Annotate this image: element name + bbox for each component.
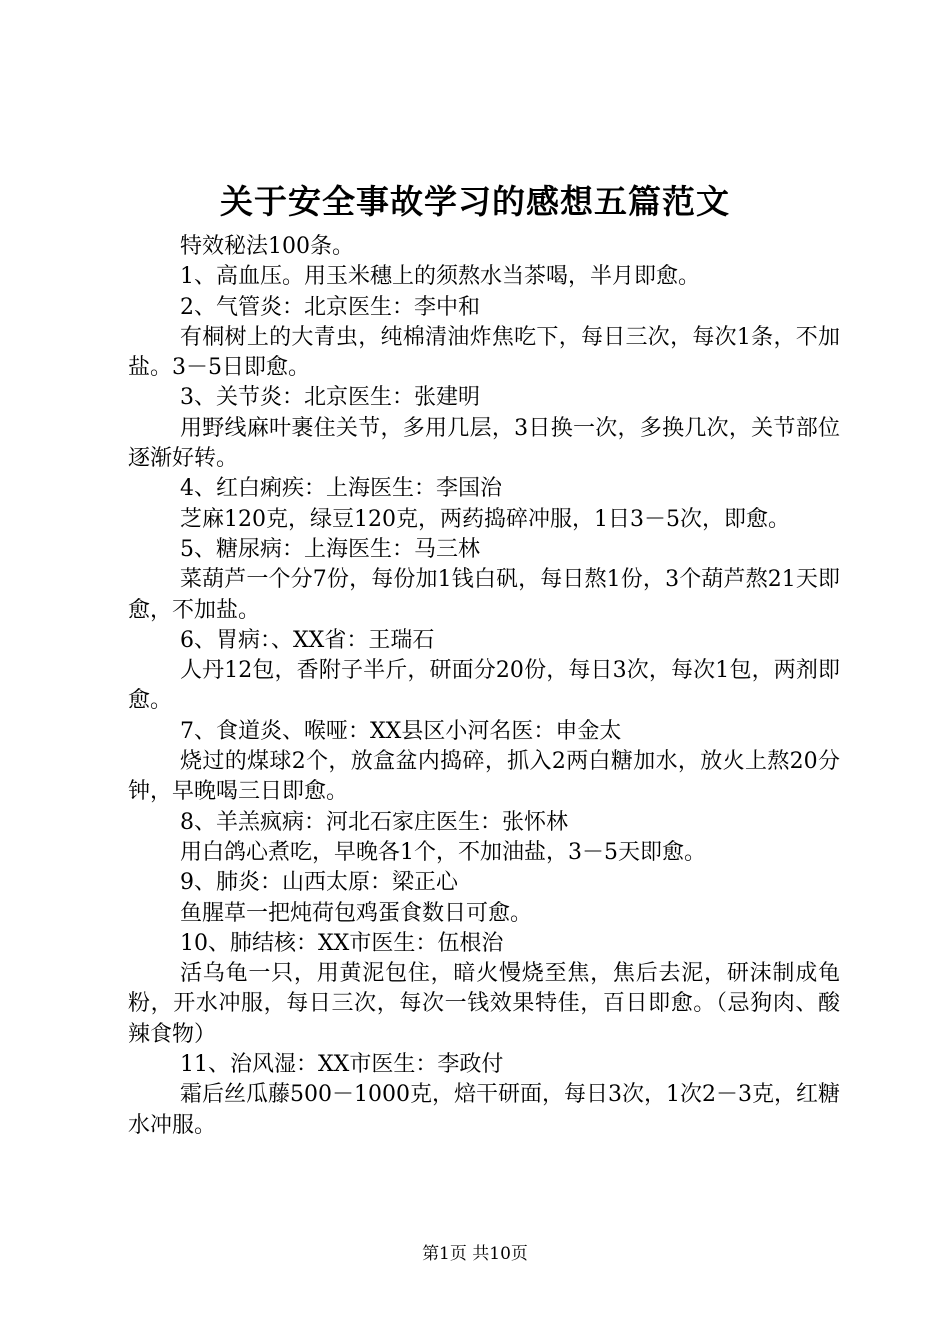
paragraph: 特效秘法100条。 — [180, 234, 354, 259]
paragraph: 烧过的煤球2个，放盒盆内捣碎，抓入2两白糖加水，放火上熬20分钟，早晚喝三日即愈。 — [128, 749, 840, 805]
paragraph: 10、肺结核：XX市医生：伍根治 — [180, 930, 504, 956]
paragraph: 3、关节炎：北京医生：张建明 — [180, 385, 480, 411]
document-body — [128, 232, 840, 1141]
paragraph: 活乌龟一只，用黄泥包住，暗火慢烧至焦，焦后去泥，研沫制成龟粉，开水冲服，每日三次，每次一钱效果特佳，百日即愈。（忌狗肉、酸辣食物） — [128, 961, 840, 1047]
paragraph: 人丹12包，香附子半斤，研面分20份，每日3次，每次1包，两剂即愈。 — [128, 658, 840, 714]
paragraph: 鱼腥草一把炖荷包鸡蛋食数日可愈。 — [180, 900, 533, 926]
paragraph: 7、食道炎、喉哑：XX县区小河名医：申金太 — [180, 718, 622, 744]
paragraph: 菜葫芦一个分7份，每份加1钱白矾，每日熬1份，3个葫芦熬21天即愈，不加盐。 — [128, 567, 840, 623]
document-title: 关于安全事故学习的感想五篇范文 — [220, 182, 730, 221]
page-number-footer: 第1页 共10页 — [422, 1244, 528, 1264]
paragraph: 霜后丝瓜藤500－1000克，焙干研面，每日3次，1次2－3克，红糖水冲服。 — [128, 1082, 840, 1138]
paragraph: 4、红白痢疾：上海医生：李国治 — [180, 476, 502, 502]
paragraph: 芝麻120克，绿豆120克，两药捣碎冲服，1日3－5次，即愈。 — [180, 506, 790, 532]
paragraph: 用野线麻叶裹住关节，多用几层，3日换一次，多换几次，关节部位逐渐好转。 — [128, 415, 840, 472]
paragraph: 11、治风湿：XX市医生：李政付 — [180, 1052, 504, 1078]
paragraph: 9、肺炎：山西太原：梁正心 — [180, 870, 458, 896]
paragraph: 1、高血压。用玉米穗上的须熬水当茶喝，半月即愈。 — [180, 264, 700, 290]
paragraph: 2、气管炎：北京医生：李中和 — [180, 294, 480, 320]
paragraph: 6、胃病：、XX省：王瑞石 — [180, 627, 435, 653]
paragraph: 5、糖尿病：上海医生：马三林 — [180, 536, 480, 562]
paragraph: 用白鸽心煮吃，早晚各1个，不加油盐，3－5天即愈。 — [180, 839, 706, 865]
paragraph: 有桐树上的大青虫，纯棉清油炸焦吃下，每日三次，每次1条，不加盐。3－5日即愈。 — [128, 324, 840, 381]
paragraph: 8、羊羔疯病：河北石家庄医生：张怀林 — [180, 809, 568, 835]
